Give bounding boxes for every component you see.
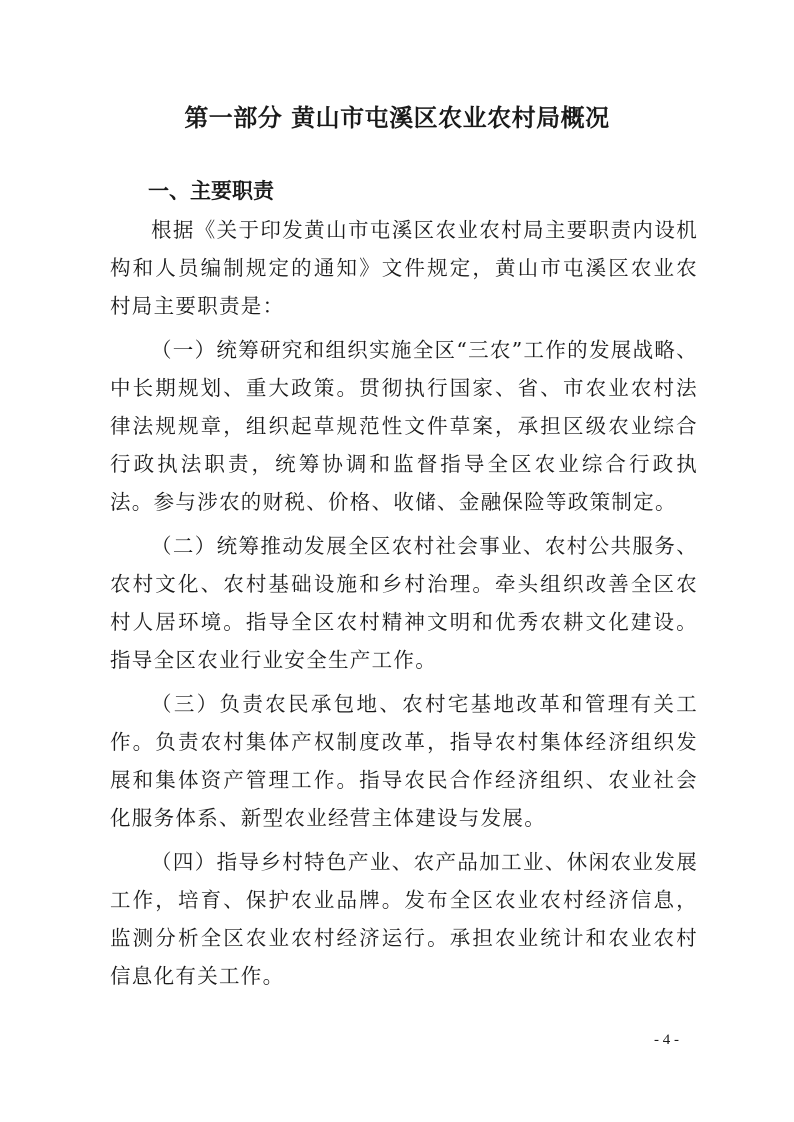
page-number: - 4 -: [654, 1032, 679, 1048]
intro-paragraph: 根据《关于印发黄山市屯溪区农业农村局主要职责内设机构和人员编制规定的通知》文件规定，黄山市屯溪区农业农村局主要职责是：: [110, 218, 698, 318]
duty-paragraph-4: （四）指导乡村特色产业、农产品加工业、休闲农业发展工作，培育、保护农业品牌。发布全区农业农村经济信息，监测分析全区农业农村经济运行。承担农业统计和农业农村信息化有关工作。: [110, 850, 698, 988]
duty-paragraph-3: （三）负责农民承包地、农村宅基地改革和管理有关工作。负责农村集体产权制度改革，指导农村集体经济组织发展和集体资产管理工作。指导农民合作经济组织、农业社会化服务体系、新型农业经营主体建设与发展。: [110, 692, 698, 830]
section-heading: 一、主要职责: [148, 179, 274, 203]
duty-paragraph-2: （二）统筹推动发展全区农村社会事业、农村公共服务、农村文化、农村基础设施和乡村治理。牵头组织改善全区农村人居环境。指导全区农村精神文明和优秀农耕文化建设。指导全区农业行业安全生产工作。: [110, 534, 698, 672]
duty-paragraph-1: （一）统筹研究和组织实施全区“三农”工作的发展战略、中长期规划、重大政策。贯彻执行国家、省、市农业农村法律法规规章，组织起草规范性文件草案，承担区级农业综合行政执法职责，统筹协调和监督指导全区农业综合行政执法。参与涉农的财税、价格、收储、金融保险等政策制定。: [110, 338, 698, 514]
page-title: 第一部分 黄山市屯溪区农业农村局概况: [184, 104, 610, 132]
body-text: [110, 211, 698, 995]
